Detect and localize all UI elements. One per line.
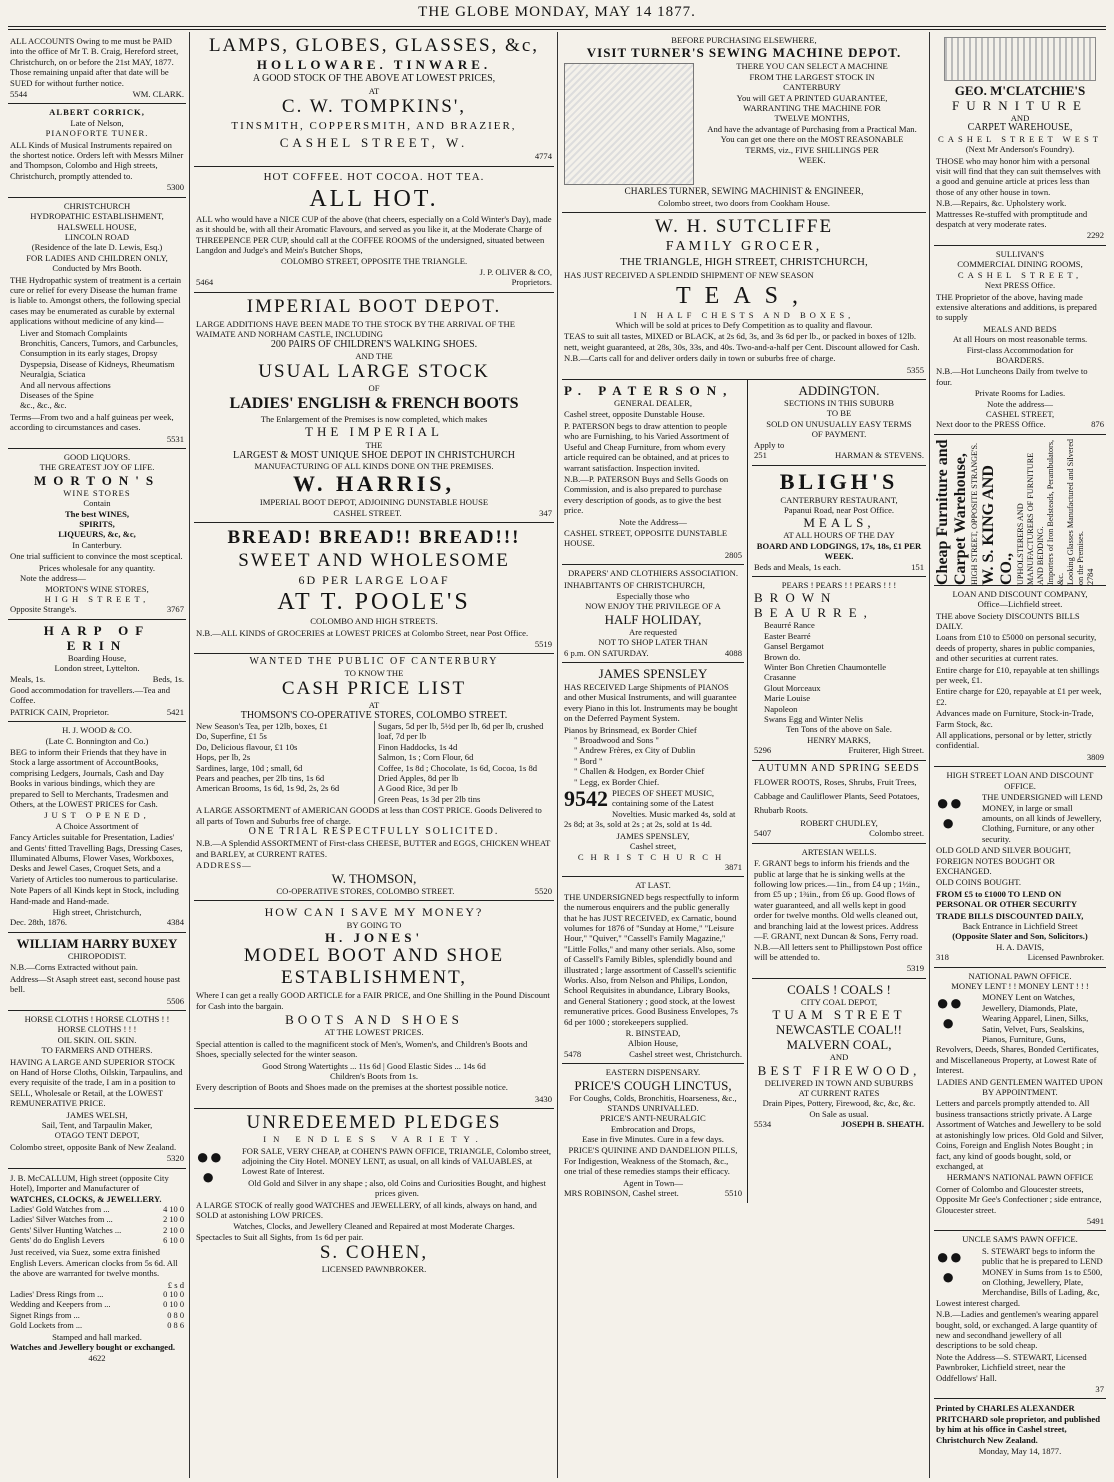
ad-cohen-pledges: UNREDEEMED PLEDGES IN ENDLESS VARIETY. ●● ● FOR SALE, VERY CHEAP, at COHEN'S PAWN OFFICE, TRIANGLE, Colombo street, adjoining the City Hotel. MONEY LENT, as usual, on all kinds of VALUABLES, at Lowest Rate of Interest. Old Gold and Silver in any shape ; also, old Coins and Curiosities Bought, and highest prices given. A LARGE STOCK of really good WATCHES and JEWELLERY, of all kinds, always on hand, and SOLD at astonishing LOW PRICES. Watches, Clocks, and Jewellery Cleaned and Repaired at most Moderate Charges. Spectacles to Suit all Sights, from 1s 6d per pair. S. COHEN, LICENSED PAWNBROKER.	[196, 1112, 552, 1275]
column-3-right	[748, 380, 926, 1203]
ad-oliver-coffee: HOT COFFEE. HOT COCOA. HOT TEA. ALL HOT. ALL who would have a NICE CUP of the above (that cheers, especially on a Cold Winter's Day), made as it should be, with all their Aromatic Flavours, and served as you like it, at the Moderate Charge of THREEPENCE PER CUP, should call at the COFFEE ROOMS of the undersigned, situated between Langdon and Judge's and Mein's Butcher Shops, COLOMBO STREET, OPPOSITE THE TRIANGLE. J. P. OLIVER & CO, 5464 Proprietors.	[194, 167, 554, 293]
ad-herman-pawn: NATIONAL PAWN OFFICE. MONEY LENT ! ! MONEY LENT ! ! ! ●● ● MONEY Lent on Watches, Jewellery, Diamonds, Plate, Wearing Apparel, Linen, Silks, Satin, Velvet, Furs, Sealskins, Pianos, Furniture, Guns, Revolvers, Deeds, Shares, Bonded Certificates, and Miscellaneous Property, at Lowest Rate of Interest. LADIES AND GENTLEMEN WAITED UPON BY APPOINTMENT. Letters and parcels promptly attended to. All business transactions strictly private. A Large Assortment of Watches and Jewellery to be sold at astonishingly low prices. Old Gold and Silver, Coins, Foreign and English Notes Bought ; in fact, any kind of goods bought, sold, or exchanged, at HERMAN'S NATIONAL PAWN OFFICE Corner of Colombo and Gloucester streets, Opposite Mr Gee's Confectioner ; side entrance, Gloucester street. 5491	[934, 968, 1106, 1232]
price-list: New Season's Tea, per 12lb, boxes, £1 Do, Superfine, £1 5s Do, Delicious flavour, £1 10s Hops, per lb, 2s Sardines, large, 10d ; small, 6d Pears and peaches, per 2lb tins, 1s 6d American Brooms, 1s 6d, 1s 9d, 2s, 2s 6d Sugars, 5d per lb, 5½d per lb, 6d per lb, crushed loaf, 7d per lb Finon Haddocks, 1s 4d Salmon, 1s ; Corn Flour, 6d Coffee, 1s 8d ; Chocolate, 1s 6d, Cocoa, 1s 8d Dried Apples, 8d per lb A Good Rice, 3d per lb Green Peas, 1s 3d per 2lb tins	[196, 721, 552, 804]
ring-price-table: Ladies' Dress Rings from ... 0 10 0 Wedding and Keepers from ... 0 10 0 Signet Rings from ... 0 8 0 Gold Lockets from ... 0 8 6	[10, 1290, 184, 1331]
ad-morton-wine: GOOD LIQUORS. THE GREATEST JOY OF LIFE. MORTON'S WINE STORES Contain The best WINES, SPIRITS, LIQUEURS, &c, &c, In Canterbury. One trial sufficient to convince the most sceptical. Prices wholesale for any quantity. Note the address— MORTON'S WINE STORES, HIGH STREET, Opposite Strange's. 3767	[8, 449, 186, 620]
ad-addington-sections: ADDINGTON. SECTIONS IN THIS SUBURB TO BE SOLD ON UNUSUALLY EASY TERMS OF PAYMENT. Apply to 251 HARMAN & STEVENS.	[752, 380, 926, 465]
ad-paterson-dealer: P. PATERSON, GENERAL DEALER, Cashel street, opposite Dunstable House. P. PATERSON begs to draw attention to people who are Furnishing, to his Varied Assortment of Useful and Cheap Furniture, from whom every article required can be obtained, and at prices to warrant satisfaction. Inspection invited. N.B.—P. PATERSON Buys and Sells Goods on Commission, and is also prepared to purchase every description of goods, as to give the best price. Note the Address— CASHEL STREET, OPPOSITE DUNSTABLE HOUSE. 2805	[562, 380, 744, 565]
column-3-left	[562, 380, 748, 1203]
ad-sullivan-dining: SULLIVAN'S COMMERCIAL DINING ROOMS, CASHEL STREET, Next PRESS Office. THE Proprietor of the above, having made extensive alterations and additions, is prepared to supply MEALS AND BEDS At all Hours on most reasonable terms. First-class Accommodation for BOARDERS. N.B.—Hot Luncheons Daily from twelve to four. Private Rooms for Ladies. Note the address— CASHEL STREET, Next door to the PRESS Office. 876	[934, 246, 1106, 435]
ad-harp-of-erin: HARP OF ERIN Boarding House, London street, Lyttelton. Meals, 1s. Beds, 1s. Good accommodation for travellers.—Tea and Coffee. PATRICK CAIN, Proprietor. 5421	[8, 620, 186, 722]
column-2	[194, 32, 554, 1478]
pawnbroker-balls-icon: ●● ●	[196, 1143, 223, 1189]
ad-thomson-cash-price: WANTED THE PUBLIC OF CANTERBURY TO KNOW THE CASH PRICE LIST AT THOMSON'S CO-OPERATIVE STORES, COLOMBO STREET. New Season's Tea, per 12lb, boxes, £1 Do, Superfine, £1 5s Do, Delicious flavour, £1 10s Hops, per lb, 2s Sardines, large, 10d ; small, 6d Pears and peaches, per 2lb tins, 1s 6d American Brooms, 1s 6d, 1s 9d, 2s, 2s 6d Sugars, 5d per lb, 5½d per lb, 6d per lb, crushed loaf, 7d per lb Finon Haddocks, 1s 4d Salmon, 1s ; Corn Flour, 6d Coffee, 1s 8d ; Chocolate, 1s 6d, Cocoa, 1s 8d Dried Apples, 8d per lb A Good Rice, 3d per lb Green Peas, 1s 3d per 2lb tins A LARGE ASSORTMENT of AMERICAN GOODS at less than COST PRICE. Goods Delivered to all parts of Town and Suburbs free of charge. ONE TRIAL RESPECTFULLY SOLICITED. N.B.—A Splendid ASSORTMENT of First-class CHEESE, BUTTER and EGGS, CHICKEN WHEAT and BARLEY, at CURRENT RATES. ADDRESS— W. THOMSON, CO-OPERATIVE STORES, COLOMBO STREET. 5520	[194, 654, 554, 901]
rotated-ad-text: Cheap Furniture and Carpet Warehouse, HIGH STREET, OPPOSITE STRANGE'S. W. S. KING AND CO., UPHOLSTERERS AND MANUFACTURERS OF FURNITURE AND BEDDING. Importers of Iron Bedsteads, Perambulators, &c. Looking Glasses Manufactured and Silvered on the Premises. 2784	[934, 438, 1095, 585]
ad-mclatchie-furniture: GEO. M'CLATCHIE'S FURNITURE AND CARPET WAREHOUSE, CASHEL STREET WEST (Next Mr Anderson's Foundry). THOSE who may honor him with a personal visit will find that they can suit themselves with a good and genuine article at prices less than those of any other house in town. N.B.—Repairs, &c. Upholstery work. Mattresses Re-stuffed with promptitude and despatch at very moderate rates. 2292	[934, 32, 1106, 246]
masthead-rule-2	[8, 29, 1106, 30]
ad-hydropathic: CHRISTCHURCH HYDROPATHIC ESTABLISHMENT, HALSWELL HOUSE, LINCOLN ROAD (Residence of the late D. Lewis, Esq.) FOR LADIES AND CHILDREN ONLY, Conducted by Mrs Booth. THE Hydropathic system of treatment is a certain cure or relief for every Disease the human frame is liable to. Amongst others, the following special cases may be enumerated as curable by external applications without medicine of any kind— Liver and Stomach Complaints Bronchitis, Cancers, Tumors, and Carbuncles, Consumption in its early stages, Dropsy Dyspepsia, Disease of Kidneys, Rheumatism Neuralgia, Sciatica And all nervous affections Diseases of the Spine &c., &c., &c. Terms—From two and a half guineas per week, according to circumstances and cases. 5531	[8, 198, 186, 449]
column-divider	[557, 32, 558, 1478]
column-1	[8, 32, 186, 1478]
ad-spensley-pianos: JAMES SPENSLEY HAS RECEIVED Large Shipments of PIANOS and other Musical Instruments, and will guarantee every Piano in this lot. Instruments may be bought on the Deferred Payment System. Pianos by Brinsmead, ex Border Chief " Broadwood and Sons " " Andrew Frères, ex City of Dublin " Bord " " Challen & Hodgen, ex Border Chief " Legg, ex Border Chief. 9542 PIECES OF SHEET MUSIC, containing some of the Latest Novelties. Music marked 4s, sold at 2s 8d; at 3s, sold at 2s ; at 2s, sold at 1s 4d. JAMES SPENSLEY, Cashel street, CHRISTCHURCH 3871	[562, 663, 744, 877]
ad-eastern-dispensary: EASTERN DISPENSARY. PRICE'S COUGH LINCTUS, For Coughs, Colds, Bronchitis, Hoarseness, &c., STANDS UNRIVALLED. PRICE'S ANTI-NEURALGIC Embrocation and Drops, Ease in five Minutes. Cure in a few days. PRICE'S QUININE AND DANDELION PILLS, For Indigestion, Weakness of the Stomach, &c., one trial of these remedies stamps their efficacy. Agent in Town— MRS ROBINSON, Cashel street. 5510	[564, 1067, 742, 1199]
ad-sutcliffe-grocer: W. H. SUTCLIFFE FAMILY GROCER, THE TRIANGLE, HIGH STREET, CHRISTCHURCH, HAS JUST RECEIVED A SPLENDID SHIPMENT OF NEW SEASON TEAS, IN HALF CHESTS AND BOXES, Which will be sold at prices to Defy Competition as to quality and flavour. TEAS to suit all tastes, MIXED or BLACK, at 2s 6d, 3s, and 3s 6d per lb., or packed in boxes of 12lb. nett, weight guaranteed, at 28s, 30s, 33s, and 40s. Two-and-a-half per Cent. Discount allowed for Cash. N.B.—Carts call for and deliver orders daily in town or suburbs free of charge. 5355	[562, 213, 926, 380]
ad-drapers-association: DRAPERS' AND CLOTHIERS ASSOCIATION. INHABITANTS OF CHRISTCHURCH, Especially those who NOW ENJOY THE PRIVILEGE OF A HALF HOLIDAY, Are requested NOT TO SHOP LATER THAN 6 p.m. ON SATURDAY. 4088	[562, 565, 744, 663]
column-3-split	[562, 380, 926, 1203]
column-divider	[189, 32, 190, 1478]
ad-loan-discount-company: LOAN AND DISCOUNT COMPANY, Office—Lichfield street. THE above Society DISCOUNTS BILLS DAILY. Loans from £10 to £5000 on personal security, deeds of property, shares in public companies, and other securities at current rates. Entire charge for £10, repayable at ten shillings per week, £1. Entire charge for £20, repayable at £1 per week, £2. Advances made on Furniture, Stock-in-Trade, Farm Stock, &c. All applications, personal or by letter, strictly confidential. 3809	[934, 586, 1106, 768]
ad-marks-pears: PEARS ! PEARS ! ! PEARS ! ! ! BROWN BEAURRE, Beaurré Rance Easter Bearré Gansel Bergamot Brown do. Winter Bon Chretien Chaumontelle Crasanne Glout Morceaux Marie Louise Napoleon Swans Egg and Winter Nelis Ten Tons of the above on Sale. HENRY MARKS, 5296 Fruiterer, High Street.	[752, 577, 926, 761]
pawnbroker-balls-icon: ●● ●	[936, 790, 963, 836]
ad-poole-bread: BREAD! BREAD!! BREAD!!! SWEET AND WHOLESOME 6D PER LARGE LOAF AT T. POOLE'S COLOMBO AND HIGH STREETS. N.B.—ALL KINDS of GROCERIES at LOWEST PRICES at Colombo Street, near Post Office. 5519	[194, 523, 554, 654]
pawnbroker-balls-icon: ●● ●	[936, 1243, 963, 1289]
watch-price-table: Ladies' Gold Watches from ... 4 10 0 Ladies' Silver Watches from ... 2 10 0 Gents' Silver Hunting Watches ... 2 10 0 Gents' do do English Levers 6 10 0	[10, 1204, 184, 1246]
furniture-illustration	[944, 37, 1096, 81]
ad-corrick: ALBERT CORRICK, Late of Nelson, PIANOFORTE TUNER. ALL Kinds of Musical Instruments repaired on the shortest notice. Orders left with Messrs Milner and Thompson, Colombo and High streets, Christchurch, promptly attended to. 5300	[8, 104, 186, 197]
column-divider	[929, 32, 930, 1478]
ad-king-furniture	[934, 435, 1106, 586]
ad-turner-sewing: BEFORE PURCHASING ELSEWHERE, VISIT TURNER'S SEWING MACHINE DEPOT. THERE YOU CAN SELECT A MACHINE FROM THE LARGEST STOCK IN CANTERBURY You will GET A PRINTED GUARANTEE, WARRANTING THE MACHINE FOR TWELVE MONTHS, And have the advantage of Purchasing from a Practical Man. You can get one there on the MOST REASONABLE TERMS, viz., FIVE SHILLINGS PER WEEK. CHARLES TURNER, SEWING MACHINIST & ENGINEER, Colombo street, two doors from Cookham House.	[562, 32, 926, 213]
sewing-machine-illustration	[564, 63, 694, 185]
ad-blighs-restaurant: BLIGH'S CANTERBURY RESTAURANT, Papanui Road, near Post Office. MEALS, AT ALL HOURS OF THE DAY BOARD AND LODGINGS, 17s, 18s, £1 PER WEEK. Beds and Meals, 1s each. 151	[752, 466, 926, 577]
ad-harris-boots: IMPERIAL BOOT DEPOT. LARGE ADDITIONS HAVE BEEN MADE TO THE STOCK BY THE ARRIVAL OF THE WAIMATE AND NORHAM CASTLE, INCLUDING 200 PAIRS OF CHILDREN'S WALKING SHOES. AND THE USUAL LARGE STOCK OF LADIES' ENGLISH & FRENCH BOOTS The Enlargement of the Premises is now completed, which makes THE IMPERIAL THE LARGEST & MOST UNIQUE SHOE DEPOT IN CHRISTCHURCH MANUFACTURING OF ALL KINDS DONE ON THE PREMISES. W. HARRIS, IMPERIAL BOOT DEPOT, ADJOINING DUNSTABLE HOUSE CASHEL STREET. 347	[194, 293, 554, 523]
ad-davis-loan-office: HIGH STREET LOAN AND DISCOUNT OFFICE. ●● ● THE UNDERSIGNED will LEND MONEY, in large or small amounts, on all kinds of Jewellery, Clothing, Furniture, or any other security. OLD GOLD AND SILVER BOUGHT, FOREIGN NOTES BOUGHT OR EXCHANGED. OLD COINS BOUGHT. FROM £5 to £1000 TO LEND ON PERSONAL OR OTHER SECURITY TRADE BILLS DISCOUNTED DAILY, Back Entrance in Lichfield Street (Opposite Slater and Son, Solicitors.) H. A. DAVIS, 318 Licensed Pawnbroker.	[934, 767, 1106, 967]
ad-clark-accounts: ALL ACCOUNTS Owing to me must be PAID into the office of Mr T. B. Craig, Hereford street, Christchurch, on or before the 21st MAY, 1877. Those remaining unpaid after that date will be SUED for without further notice. 5544 WM. CLARK.	[8, 32, 186, 104]
masthead: THE GLOBE MONDAY, MAY 14 1877.	[418, 4, 696, 20]
ad-chudley-seeds: AUTUMN AND SPRING SEEDS FLOWER ROOTS, Roses, Shrubs, Fruit Trees, Cabbage and Cauliflower Plants, Seed Potatoes, Rhubarb Roots. ROBERT CHUDLEY, 5407 Colombo street.	[752, 761, 926, 844]
ad-welsh-horse-cloths: HORSE CLOTHS ! HORSE CLOTHS ! ! HORSE CLOTHS ! ! ! OIL SKIN. OIL SKIN. TO FARMERS AND OTHERS. HAVING A LARGE AND SUPERIOR STOCK on Hand of Horse Cloths, Oilskin, Tarpaulins, and every requisite of the trade, I am in a position to SELL, Wholesale or Retail, at the LOWEST REMUNERATIVE PRICE. JAMES WELSH, Sail, Tent, and Tarpaulin Maker, OTAGO TENT DEPOT, Colombo street, opposite Bank of New Zealand. 5320	[8, 1011, 186, 1169]
ad-jones-boots: HOW CAN I SAVE MY MONEY? BY GOING TO H. JONES' MODEL BOOT AND SHOE ESTABLISHMENT, Where I can get a really GOOD ARTICLE for a FAIR PRICE, and One Shilling in the Pound Discount for Cash into the bargain. BOOTS AND SHOES AT THE LOWEST PRICES. Special attention is called to the magnificent stock of Men's, Women's, and Children's Boots and Shoes, specially selected for the winter season. Good Strong Watertights ... 11s 6d | Good Elastic Sides ... 14s 6d Children's Boots from 1s. Every description of Boots and Shoes made on the premises at the shortest possible notice. 3430	[194, 901, 554, 1109]
column-3	[562, 32, 926, 1478]
ad-sheath-coals: COALS ! COALS ! CITY COAL DEPOT, TUAM STREET NEWCASTLE COAL!! MALVERN COAL, AND BEST FIREWOOD, DELIVERED IN TOWN AND SUBURBS AT CURRENT RATES Drain Pipes, Pottery, Firewood, &c, &c, &c. On Sale as usual. 5534 JOSEPH B. SHEATH.	[754, 981, 924, 1130]
ad-grant-wells: ARTESIAN WELLS. F. GRANT begs to inform his friends and the public at large that he is sinking wells at the following low prices.—1in., from £4 up ; 1½in., from £5 up ; 1¾in., from £6 up. Good flows of water guaranteed, and all wells kept in good order for twelve months. Old wells cleaned out, and branching laid at the lowest prices. Address—F. GRANT, next Duncan & Sons, Ferry road. N.B.—All letters sent to Phillipstown Post office will be attended to. 5319	[752, 844, 926, 979]
ad-binstead-books: AT LAST. THE UNDERSIGNED begs respectfully to inform the numerous enquirers and the public generally that he has JUST RECEIVED, ex Carnatic, bound volumes for 1876 of "Sunday at Home," "Leisure Hour," "Quiver," "Cassell's Family Magazine," "Little Folks," and many other serials. Also, some of Cassell's Family Bibles, splendidly bound and illustrated ; large assortment of Cassell's scientific Works. Also, from Nelson and Philips, London, School Requisites in abundance, Library Books, and General Stationery ; good stock, at the lowest remunerative prices. Good Business Envelopes, 7s 6d per 1000 ; storekeepers supplied. R. BINSTEAD, Albion House, 5478 Cashel street west, Christchurch.	[562, 877, 744, 1064]
ad-tompkins: LAMPS, GLOBES, GLASSES, &c, HOLLOWARE. TINWARE. A GOOD STOCK OF THE ABOVE AT LOWEST PRICES, AT C. W. TOMPKINS', TINSMITH, COPPERSMITH, AND BRAZIER, CASHEL STREET, W. 4774	[194, 32, 554, 167]
ad-buxey-chiropodist: WILLIAM HARRY BUXEY CHIROPODIST. N.B.—Corns Extracted without pain. Address—St Asaph street east, second house past bell. 5506	[8, 933, 186, 1011]
masthead-rule	[8, 26, 1106, 27]
imprint: Printed by CHARLES ALEXANDER PRITCHARD sole proprietor, and published by him at his office in Cashel street, Christchurch New Zealand. Monday, May 14, 1877.	[936, 1403, 1101, 1457]
ad-stewart-pawn: UNCLE SAM'S PAWN OFFICE. ●● ● S. STEWART begs to inform the public that he is prepared to LEND MONEY in Sums from 1s to £500, on Clothing, Jewellery, Plate, Merchandise, Bills of Lading, &c, Lowest interest charged. N.B.—Ladies and gentlemen's wearing apparel bought, sold, or exchanged. A large quantity of new and secondhand jewellery of all descriptions to be sold cheap. Note the Address—S. STEWART, Licensed Pawnbroker, Lichfield street, near the Oddfellows' Hall. 37	[934, 1231, 1106, 1399]
ad-wood-stationery: H. J. WOOD & CO. (Late C. Bonnington and Co.) BEG to inform their Friends that they have in Stock a large assortment of AccountBooks, comprising Ledgers, Journals, Cash and Day Books in various bindings, which they are prepared to Sell to Merchants, Tradesmen and Others, at the LOWEST PRICES for Cash. JUST OPENED, A Choice Assortment of Fancy Articles suitable for Presentation, Ladies' and Gents' fitted Travelling Bags, Dressing Cases, Illuminated Albums, Flower Vases, Workboxes, Desks and Jewel Cases, Croquet Sets, and a Variety of Articles too numerous to particularise. Note Papers of all Kinds kept in Stock, including Hand-made and Hand-made. High street, Christchurch, Dec. 28th, 1876. 4384	[8, 722, 186, 933]
column-4	[934, 32, 1106, 1478]
pawnbroker-balls-icon: ●● ●	[936, 990, 963, 1036]
ad-mccallum-watches: J. B. McCALLUM, High street (opposite City Hotel), Importer and Manufacturer of WATCHES, CLOCKS, & JEWELLERY. Ladies' Gold Watches from ... 4 10 0 Ladies' Silver Watches from ... 2 10 0 Gents' Silver Hunting Watches ... 2 10 0 Gents' do do English Levers 6 10 0 Just received, via Suez, some extra finished English Levers. American clocks from 5s 6d. All the above are warranted for twelve months. £ s d Ladies' Dress Rings from ... 0 10 0 Wedding and Keepers from ... 0 10 0 Signet Rings from ... 0 8 0 Gold Lockets from ... 0 8 6 Stamped and hall marked. Watches and Jewellery bought or exchanged. 4622	[10, 1172, 184, 1363]
